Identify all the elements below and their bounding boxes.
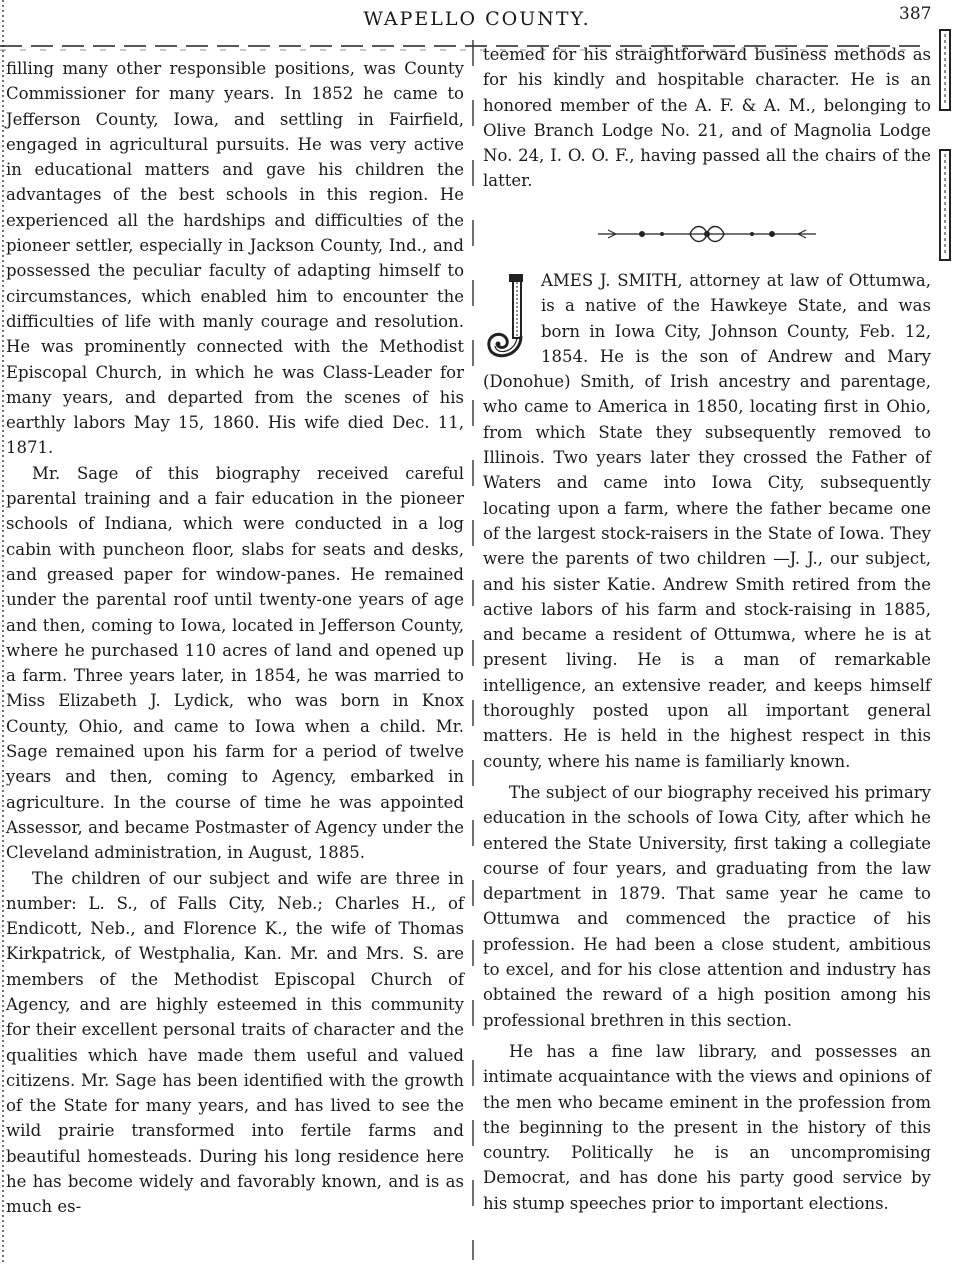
bio-paragraph-1-text: AMES J. SMITH, attorney at law of Ottumwa, is a native of the Hawkeye State, and was born in Iowa City, Johnson County, Feb. 12, 1854. He is the son of Andrew and Mary (Donohue) Smith, of Irish ancestry and parentage, who came to America in 1850, locating first in Ohio, from which State they subsequently removed to Illinois. Two years later they crossed the Father of Waters and came into Iowa City, subsequently locating upon a farm, where the father became one of the largest stock-raisers in the State of Iowa. They were the parents of two children —J. J., our subject, and his sister Katie. Andrew Smith retired from the active labors of his farm and stock-raising in 1885, and became a resident of Ottumwa, where he is at present living. He is a man of remarkable intelligence, an extensive reader, and keeps himself thoroughly posted upon all important general matters. He is held in the highest respect in this county, where his name is familiarly known. <box>483 271 931 771</box>
left-paragraph-1: filling many other responsible positions, was County Commissioner for many years. In 1852 he came to Jefferson County, Iowa, and settling in Fairfield, engaged in agricultural pursuits. He was very active in educational matters and gave his children the advantages of the best schools in this region. He experienced all the hardships and difficulties of the pioneer settler, especially in Jackson County, Ind., and possessed the peculiar faculty of adapting himself to circumstances, which enabled him to encounter the difficulties of life with manly courage and resolution. He was prominently connected with the Methodist Episcopal Church, in which he was Class-Leader for many years, and departed from the scenes of his earthly labors May 15, 1860. His wife died Dec. 11, 1871. <box>6 59 464 458</box>
bio-paragraph-1 <box>483 268 931 774</box>
left-paragraph-3: The children of our subject and wife are three in number: L. S., of Falls City, Neb.; Charles H., of Endicott, Neb., and Florence K., the wife of Thomas Kirkpatrick, of Westphalia, Kan. Mr. and Mrs. S. are members of the Methodist Episcopal Church of Agency, and are highly esteemed in this community for their excellent personal traits of character and the qualities which have made them useful and valued citizens. Mr. Sage has been identified with the growth of the State for many years, and has lived to see the wild prairie transformed into fertile farms and beautiful homesteads. During his long residence here he has become widely and favorably known, and is as much es- <box>6 868 464 1217</box>
right-column-bio <box>483 268 931 1216</box>
binding-edge-marks <box>938 20 954 320</box>
decorative-divider-icon <box>594 222 820 246</box>
bio-paragraph-3: He has a fine law library, and possesses an intimate acquaintance with the views and opinions of the men who became eminent in the profession from the beginning to the present in the history of this country. Politically he is an uncompromising Democrat, and has done his party good service by his stump speeches prior to important elections. <box>483 1041 931 1213</box>
left-paragraph-2: Mr. Sage of this biography received careful parental training and a fair education in the pioneer schools of Indiana, which were conducted in a log cabin with puncheon floor, slabs for seats and desks, and greased paper for window-panes. He remained under the parental roof until twenty-one years of age and then, coming to Iowa, located in Jefferson County, where he purchased 110 acres of land and opened up a farm. Three years later, in 1854, he was married to Miss Elizabeth J. Lydick, who was born in Knox County, Ohio, and came to Iowa when a child. Mr. Sage remained upon his farm for a period of twelve years and then, coming to Agency, embarked in agriculture. In the course of time he was appointed Assessor, and became Postmaster of Agency under the Cleveland administration, in August, 1885. <box>6 463 464 863</box>
bio-paragraph-2: The subject of our biography received his primary education in the schools of Iowa City, after which he entered the State University, first taking a collegiate course of four years, and graduating from the law department in 1879. That same year he came to Ottumwa and commenced the practice of his profession. He had been a close student, ambitious to excel, and for his close attention and industry has obtained the reward of a high position among his professional brethren in this section. <box>483 782 931 1030</box>
bio-opening <box>483 268 931 774</box>
page-title: WAPELLO COUNTY. <box>363 8 591 30</box>
right-column-top <box>483 42 931 194</box>
continuation-paragraph: teemed for his straightforward business methods as for his kindly and hospitable character. He is an honored member of the A. F. & A. M., belonging to Olive Branch Lodge No. 21, and of Magnolia Lodge No. 24, I. O. O. F., having passed all the chairs of the latter. <box>483 45 931 191</box>
left-column <box>6 56 464 1220</box>
column-divider <box>466 40 480 1260</box>
ornate-initial-j-icon <box>483 272 535 368</box>
page-number: 387 <box>899 4 932 24</box>
